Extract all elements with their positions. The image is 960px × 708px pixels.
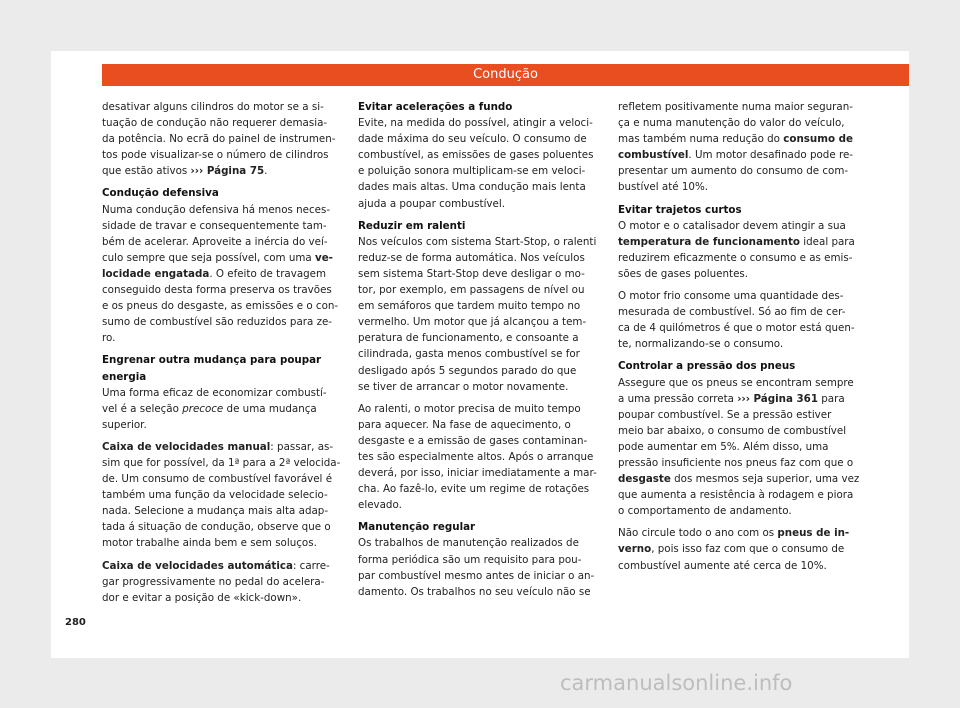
paragraph: Numa condução defensiva há menos neces- sidade de travar e consequentemente tam- bém de acelerar. Aproveite a inércia do veí- culo sempre que seja possível, com uma ve- locidade engatada. O efeito de travagem conseguido desta forma preserva os travões e os pneus do desgaste, as emissões e o con- sumo de combustível são reduzidos para ze- ro. [102, 203, 339, 345]
heading-tire-pressure: Controlar a pressão dos pneus [618, 360, 796, 373]
heading-regular-maintenance: Manutenção regular [358, 521, 476, 534]
section-header-bar [102, 64, 909, 86]
paragraph: Assegure que os pneus se encontram sempre a uma pressão correta ››› Página 361 para poupar combustível. Se a pressão estiver meio bar abaixo, o consumo de combustível pode aumentar em 5%. Além disso, uma pressão insuficiente nos pneus faz com que o desgaste dos mesmos seja superior, uma vez que aumenta a resistência à rodagem e piora o comportamento de andamento. [618, 376, 860, 518]
paragraph: desativar alguns cilindros do motor se a si- tuação de condução não requerer demasia- da potência. No ecrã do painel de instrumen- tos pode visualizar-se o número de cilindros que estão ativos ››› Página 75. [102, 101, 336, 178]
paragraph: Caixa de velocidades automática: carre- gar progressivamente no pedal do acelera- dor e evitar a posição de «kick-down». [102, 559, 330, 604]
heading-shift-gear: Engrenar outra mudança para poupar energia [102, 354, 322, 383]
paragraph: refletem positivamente numa maior seguran- ça e numa manutenção do valor do veículo, mas também numa redução do consumo de combustível. Um motor desafinado pode re- presentar um aumento do consumo de com- bustível até 10%. [618, 101, 853, 194]
paragraph: Uma forma eficaz de economizar combustí- vel é a seleção precoce de uma mudança superior. [102, 386, 327, 431]
page-reference-link[interactable]: ››› Página 75 [190, 165, 265, 178]
text-column-1 [102, 99, 345, 612]
paragraph: O motor e o catalisador devem atingir a sua temperatura de funcionamento ideal para reduzirem eficazmente o consumo e as emis- sões de gases poluentes. [618, 219, 855, 280]
page-reference-link[interactable]: ››› Página 361 [737, 392, 818, 405]
section-title: Condução [473, 67, 538, 82]
watermark: carmanualsonline.info [560, 671, 793, 695]
text-column-2 [358, 99, 601, 606]
paragraph: Ao ralenti, o motor precisa de muito tempo para aquecer. Na fase de aquecimento, o desgaste e a emissão de gases contaminan- tes são especialmente altos. Após o arranque deverá, por isso, iniciar imediatamente a mar- cha. Ao fazê-lo, evite um regime de rotações elevado. [358, 402, 597, 512]
paragraph: O motor frio consome uma quantidade des- mesurada de combustível. Só ao fim de cer- ca de 4 quilómetros é que o motor está quen- te, normalizando-se o consumo. [618, 290, 855, 351]
page-number: 280 [65, 617, 86, 628]
text-column-3 [618, 99, 861, 580]
heading-avoid-full-acceleration: Evitar acelerações a fundo [358, 101, 513, 113]
heading-avoid-short-trips: Evitar trajetos curtos [618, 203, 742, 216]
paragraph: Nos veículos com sistema Start-Stop, o ralenti reduz-se de forma automática. Nos veículos sem sistema Start-Stop deve desligar o mo- tor, por exemplo, em passagens de nível ou em semáforos que tardem muito tempo no vermelho. Um motor que já alcançou a tem- peratura de funcionamento, e consoante a cilindrada, gasta menos combustível se for desligado após 5 segundos parado do que se tiver de arrancar o motor novamente. [358, 235, 597, 393]
manual-page [51, 51, 909, 658]
paragraph: Não circule todo o ano com os pneus de in- verno, pois isso faz com que o consumo de combustível aumente até cerca de 10%. [618, 527, 850, 572]
paragraph: Evite, na medida do possível, atingir a veloci- dade máxima do seu veículo. O consumo de combustível, as emissões de gases poluentes e poluição sonora multiplicam-se em veloci- dades mais altas. Uma condução mais lenta ajuda a poupar combustível. [358, 117, 594, 210]
paragraph: Caixa de velocidades manual: passar, as- sim que for possível, da 1ª para a 2ª velocida- de. Um consumo de combustível favorável é também uma função da velocidade selecio- nada. Selecione a mudança mais alta adap- tada á situação de condução, observe que o motor trabalhe ainda bem e sem soluços. [102, 440, 341, 550]
heading-defensive-driving: Condução defensiva [102, 187, 219, 200]
heading-reduce-idle: Reduzir em ralenti [358, 219, 466, 232]
paragraph: Os trabalhos de manutenção realizados de forma periódica são um requisito para pou- par combustível mesmo antes de iniciar o an- damento. Os trabalhos no seu veículo não se [358, 537, 595, 598]
